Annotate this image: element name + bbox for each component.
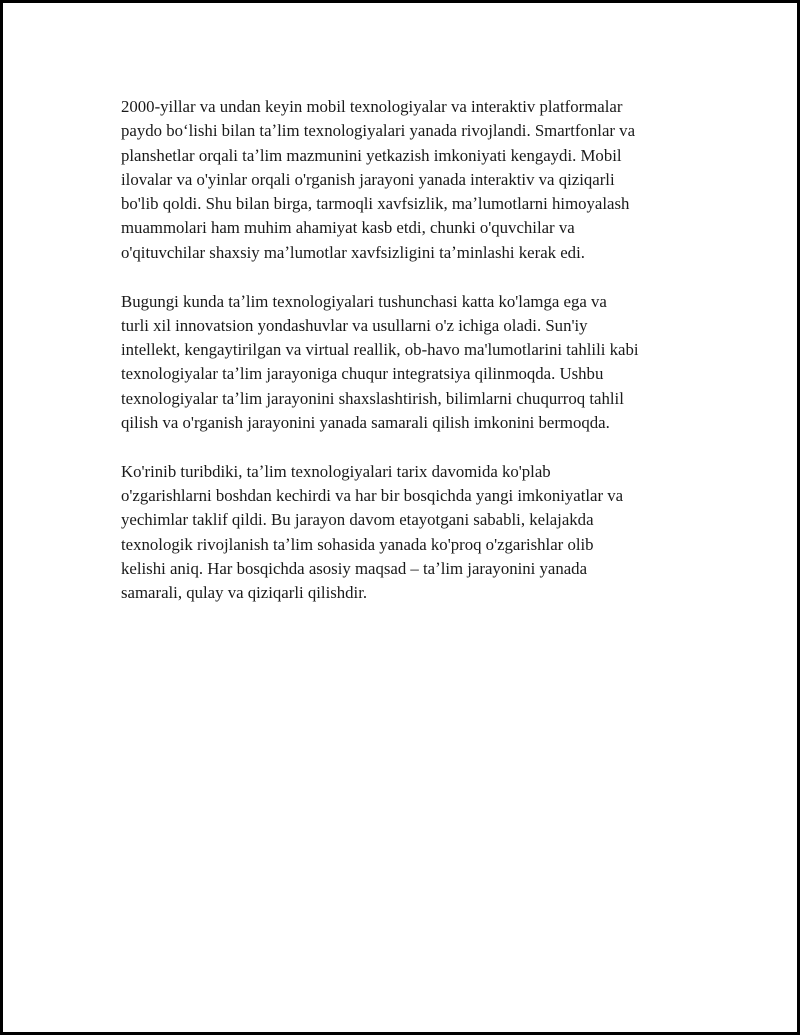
text-line: Bugungi kunda taʼlim texnologiyalari tushunchasi katta ko'lamga ega va [121, 291, 607, 311]
text-line: muammolari ham muhim ahamiyat kasb etdi, chunki o'quvchilar va [121, 218, 575, 238]
text-line: qilish va o'rganish jarayonini yanada samarali qilish imkonini bermoqda. [121, 413, 610, 433]
text-line: yechimlar taklif qildi. Bu jarayon davom etayotgani sababli, kelajakda [121, 510, 594, 530]
text-line: intellekt, kengaytirilgan va virtual reallik, ob-havo ma'lumotlarini tahlili kabi [121, 340, 639, 360]
text-line: samarali, qulay va qiziqarli qilishdir. [121, 583, 368, 603]
paragraph-conclusion [121, 460, 701, 606]
text-line: paydo boʻlishi bilan taʼlim texnologiyalari yanada rivojlandi. Smartfonlar va [121, 121, 636, 141]
text-line: Ko'rinib turibdiki, taʼlim texnologiyalari tarix davomida ko'plab [121, 461, 551, 481]
text-line: texnologik rivojlanish taʼlim sohasida yanada ko'proq o'zgarishlar olib [121, 534, 594, 554]
text-line: 2000-yillar va undan keyin mobil texnologiyalar va interaktiv platformalar [121, 97, 623, 116]
text-line: bo'lib qoldi. Shu bilan birga, tarmoqli xavfsizlik, maʼlumotlarni himoyalash [121, 194, 630, 214]
text-line: texnologiyalar taʼlim jarayoniga chuqur integratsiya qilinmoqda. Ushbu [121, 364, 604, 384]
text-line: o'qituvchilar shaxsiy maʼlumotlar xavfsizligini taʼminlashi kerak edi. [121, 242, 585, 262]
text-line: o'zgarishlarni boshdan kechirdi va har bir bosqichda yangi imkoniyatlar va [121, 486, 624, 506]
document-body [121, 95, 701, 606]
text-line: ilovalar va o'yinlar orqali o'rganish jarayoni yanada interaktiv va qiziqarli [121, 169, 615, 189]
text-line: planshetlar orqali taʼlim mazmunini yetkazish imkoniyati kengaydi. Mobil [121, 145, 622, 165]
text-line: kelishi aniq. Har bosqichda asosiy maqsad – taʼlim jarayonini yanada [121, 559, 588, 579]
text-line: texnologiyalar taʼlim jarayonini shaxslashtirish, bilimlarni chuqurroq tahlil [121, 388, 624, 408]
paragraph-current-technologies [121, 290, 701, 436]
paragraph-mobile-technologies [121, 95, 701, 265]
text-line: turli xil innovatsion yondashuvlar va usullarni o'z ichiga oladi. Sun'iy [121, 315, 588, 335]
